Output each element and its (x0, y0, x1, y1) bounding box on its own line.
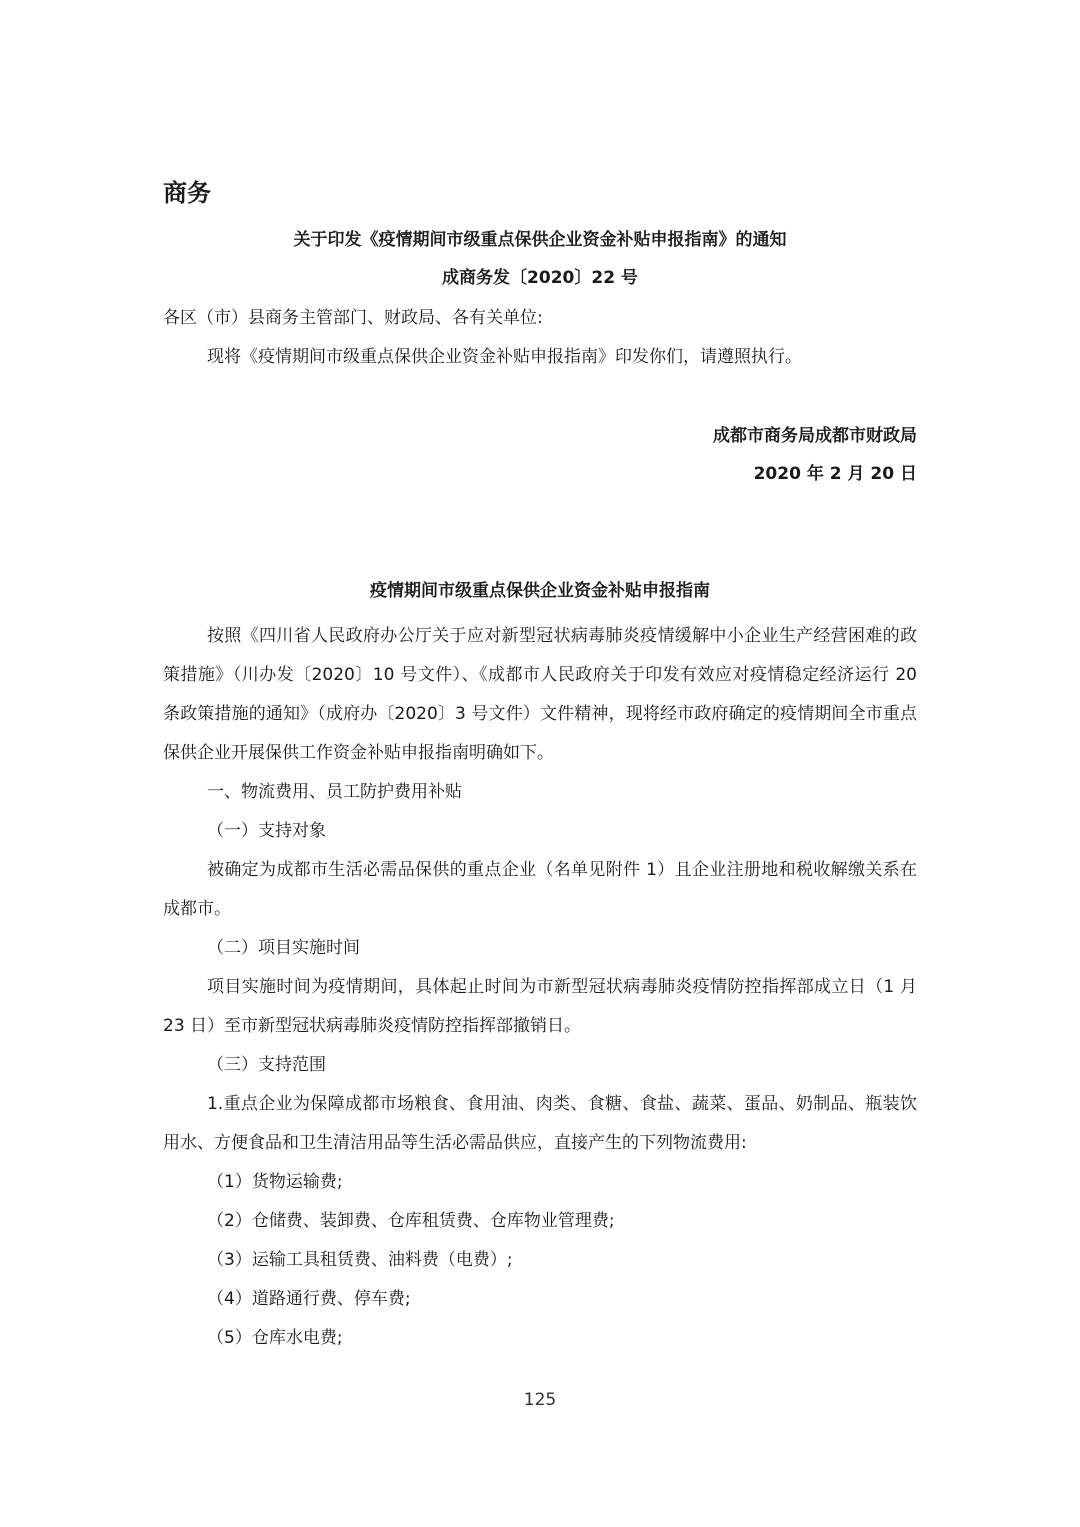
guide-subheading-implementation-time: （二）项目实施时间 (207, 938, 360, 958)
guide-paragraph-support-target: 被确定为成都市生活必需品保供的重点企业（名单见附件 1）且企业注册地和税收解缴关系在成都市。 (163, 860, 917, 919)
guide-subheading-support-scope: （三）支持范围 (207, 1055, 326, 1075)
guide-paragraph-intro: 按照《四川省人民政府办公厅关于应对新型冠状病毒肺炎疫情缓解中小企业生产经营困难的政策措施》（川办发〔2020〕10 号文件）、《成都市人民政府关于印发有效应对疫情稳定经济运行 20 条政策措施的通知》（成府办〔2020〕3 号文件）文件精神，现将经市政府确定的疫情期间全市重点保供企业开展保供工作资金补贴申报指南明确如下。 (163, 626, 917, 763)
guide-body (163, 617, 917, 1358)
guide-list-item-5: （5）仓库水电费; (207, 1328, 343, 1348)
guide-paragraph-support-scope: 1.重点企业为保障成都市场粮食、食用油、肉类、食糖、食盐、蔬菜、蛋品、奶制品、瓶装饮用水、方便食品和卫生清洁用品等生活必需品供应，直接产生的下列物流费用: (163, 1094, 917, 1153)
guide-heading-1: 一、物流费用、员工防护费用补贴 (207, 782, 462, 802)
guide-subheading-support-target: （一）支持对象 (207, 821, 326, 841)
notice-recipients: 各区（市）县商务主管部门、财政局、各有关单位: (163, 308, 543, 328)
document-number: 成商务发〔2020〕22 号 (442, 268, 638, 288)
guide-list-item-4: （4）道路通行费、停车费; (207, 1289, 411, 1309)
guide-list-item-2: （2）仓储费、装卸费、仓库租赁费、仓库物业管理费; (207, 1211, 615, 1231)
guide-list-item-3: （3）运输工具租赁费、油料费（电费）; (207, 1250, 513, 1270)
guide-list-item-1: （1）货物运输费; (207, 1172, 343, 1192)
notice-body: 现将《疫情期间市级重点保供企业资金补贴申报指南》印发你们，请遵照执行。 (207, 347, 802, 367)
page-number: 125 (523, 1390, 557, 1410)
notice-signature: 成都市商务局成都市财政局 (713, 426, 917, 446)
section-label: 商务 (163, 179, 211, 207)
guide-paragraph-implementation-time: 项目实施时间为疫情期间，具体起止时间为市新型冠状病毒肺炎疫情防控指挥部成立日（1 月 23 日）至市新型冠状病毒肺炎疫情防控指挥部撤销日。 (163, 977, 917, 1036)
guide-title: 疫情期间市级重点保供企业资金补贴申报指南 (370, 581, 710, 601)
notice-title: 关于印发《疫情期间市级重点保供企业资金补贴申报指南》的通知 (293, 230, 787, 250)
notice-date: 2020 年 2 月 20 日 (753, 464, 917, 484)
